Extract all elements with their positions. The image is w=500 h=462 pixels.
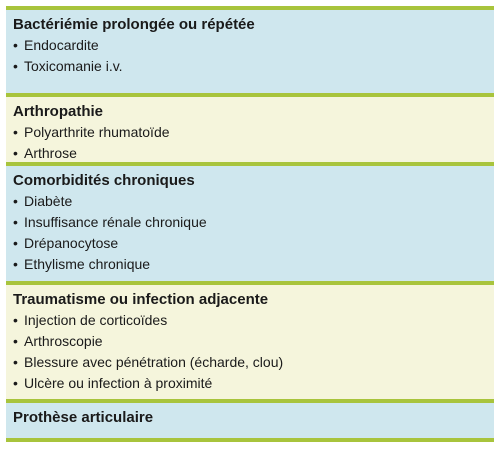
list-item-label: Ethylisme chronique <box>24 256 151 272</box>
list-item-label: Toxicomanie i.v. <box>24 58 123 74</box>
list-item <box>13 212 494 233</box>
bullet-icon: • <box>13 333 18 349</box>
list-item <box>13 35 494 56</box>
list-item <box>13 143 494 164</box>
list-item <box>13 310 494 331</box>
bullet-icon: • <box>13 145 18 161</box>
list-item-label: Arthroscopie <box>24 333 103 349</box>
section-bacteremia <box>6 10 494 93</box>
list-item <box>13 352 494 373</box>
list-item <box>13 331 494 352</box>
section-title: Bactériémie prolongée ou répétée <box>13 16 255 33</box>
list-item-label: Blessure avec pénétration (écharde, clou) <box>24 354 284 370</box>
section-title: Arthropathie <box>13 103 103 120</box>
risk-factor-table <box>6 6 494 442</box>
bullet-icon: • <box>13 58 18 74</box>
list-item-label: Diabète <box>24 193 73 209</box>
list-item-label: Endocardite <box>24 37 99 53</box>
divider <box>6 438 494 442</box>
list-item-label: Insuffisance rénale chronique <box>24 214 207 230</box>
bullet-icon: • <box>13 214 18 230</box>
bullet-icon: • <box>13 235 18 251</box>
list-item <box>13 122 494 143</box>
list-item <box>13 373 494 394</box>
bullet-icon: • <box>13 124 18 140</box>
list-item-label: Injection de corticoïdes <box>24 312 168 328</box>
list-item-label: Ulcère ou infection à proximité <box>24 375 213 391</box>
bullet-icon: • <box>13 37 18 53</box>
section-prosthesis <box>6 403 494 438</box>
section-title: Prothèse articulaire <box>13 409 154 426</box>
section-comorbidities <box>6 166 494 281</box>
list-item-label: Arthrose <box>24 145 77 161</box>
section-arthropathy <box>6 97 494 162</box>
section-title: Comorbidités chroniques <box>13 172 195 189</box>
bullet-icon: • <box>13 375 18 391</box>
list-item <box>13 191 494 212</box>
bullet-icon: • <box>13 312 18 328</box>
bullet-icon: • <box>13 193 18 209</box>
list-item <box>13 254 494 275</box>
section-title: Traumatisme ou infection adjacente <box>13 291 269 308</box>
list-item <box>13 56 494 77</box>
bullet-icon: • <box>13 354 18 370</box>
section-trauma-infection <box>6 285 494 399</box>
list-item-label: Drépanocytose <box>24 235 119 251</box>
list-item <box>13 233 494 254</box>
bullet-icon: • <box>13 256 18 272</box>
list-item-label: Polyarthrite rhumatoïde <box>24 124 170 140</box>
